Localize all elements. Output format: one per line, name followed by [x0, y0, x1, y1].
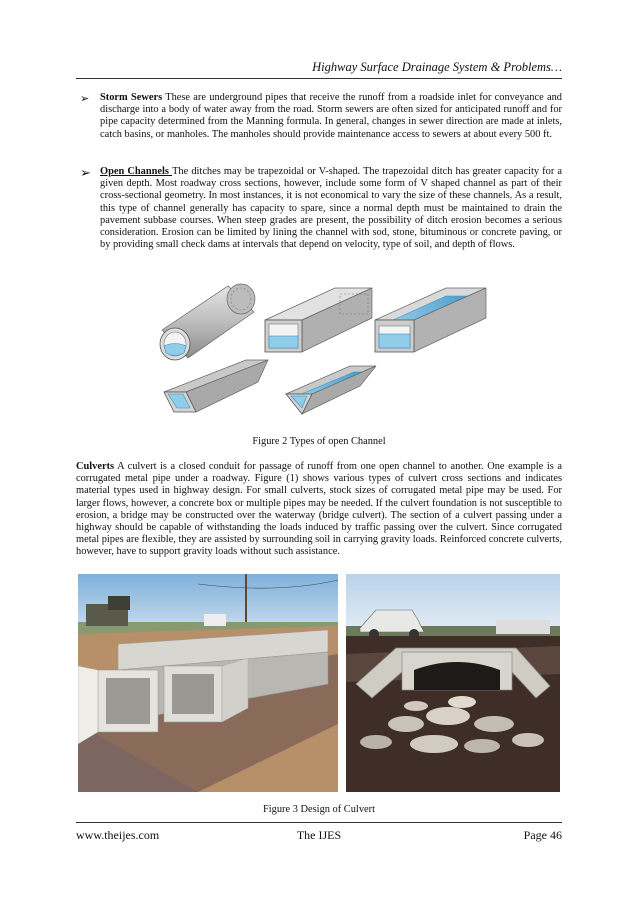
- box-culvert-construction-photo: [78, 574, 338, 792]
- rectangular-channel-shape: [265, 288, 372, 352]
- arrow-bullet-icon: ➢: [80, 165, 91, 180]
- pipe-culvert-outlet-photo: [346, 574, 560, 792]
- open-channels-text: The ditches may be trapezoidal or V-shaped. The trapezoidal ditch has greater capacity for a given depth. Most roadway cross sections, however, include some form of V shaped channel as part of their cross-sectional geometry. In most instances, it is not economical to vary the size of these channels. As a result, this type of channel generally has capacity to spare, since a normal depth must be maintained to drain the pavement subbase courses. When steep grades are present, the possibility of ditch erosion becomes a serious consideration. Erosion can be limited by lining the channel with sod, stone, bituminous or concrete paving, or by providing small check dams at intervals that depend on velocity, type of soil, and depth of flows.: [100, 166, 563, 251]
- open-rect-channel-shape: [375, 288, 486, 352]
- bullet-open-channels: [80, 166, 562, 251]
- circular-pipe-shape: [160, 284, 255, 360]
- footer-page-number: Page 46: [523, 828, 562, 842]
- open-channels-paragraph: [100, 166, 562, 251]
- culverts-term: Culverts: [76, 461, 115, 472]
- running-title: Highway Surface Drainage System & Problems…: [312, 60, 562, 74]
- trapezoidal-channel-shape: [164, 360, 268, 412]
- culverts-text: A culvert is a closed conduit for passage of runoff from one open channel to another. One example is a corrugated metal pipe under a roadway. Figure (1) shows various types of culvert cross sections and indicates material types used in highway design. For small culverts, stock sizes of corrugated metal pipe may be used. For larger flows, however, a concrete box or multiple pipes may be needed. If the culvert foundation is not susceptible to erosion, a bridge may be constructed over the waterway (bridge culvert). The section of a culvert passing under a highway should be capable of withstanding the loads induced by traffic passing over the culvert. Since corrugated metal pipes are flexible, they are assisted by surrounding soil in carrying gravity loads. Reinforced concrete culverts, however, have to support gravity loads without such assistance.: [76, 461, 562, 558]
- figure-2-caption: Figure 2 Types of open Channel: [252, 436, 386, 447]
- open-channels-term: Open Channels: [100, 166, 173, 177]
- open-channel-types-figure: [150, 282, 490, 432]
- bullet-storm-sewers: [80, 92, 562, 141]
- footer-rule: [76, 822, 562, 823]
- footer-website[interactable]: www.theijes.com: [76, 828, 160, 842]
- figure-3-caption: Figure 3 Design of Culvert: [263, 804, 375, 815]
- storm-sewers-term: Storm Sewers: [100, 92, 163, 103]
- storm-sewers-paragraph: [100, 92, 562, 141]
- header-rule: [76, 78, 562, 79]
- culverts-paragraph: [76, 461, 562, 559]
- storm-sewers-text: These are underground pipes that receive the runoff from a roadside inlet for conveyance and discharge into a body of water away from the road. Storm sewers are often sized for anticipated runoff and for pipe capacity determined from the Manning formula. In general, changes in sewer direction are made at inlets, catch basins, or manholes. The manholes should provide maintenance access to sewers at about every 500 ft.: [100, 92, 562, 140]
- arrow-bullet-icon: ➢: [80, 93, 90, 105]
- footer-journal: The IJES: [296, 828, 342, 842]
- v-shaped-channel-shape: [286, 366, 376, 414]
